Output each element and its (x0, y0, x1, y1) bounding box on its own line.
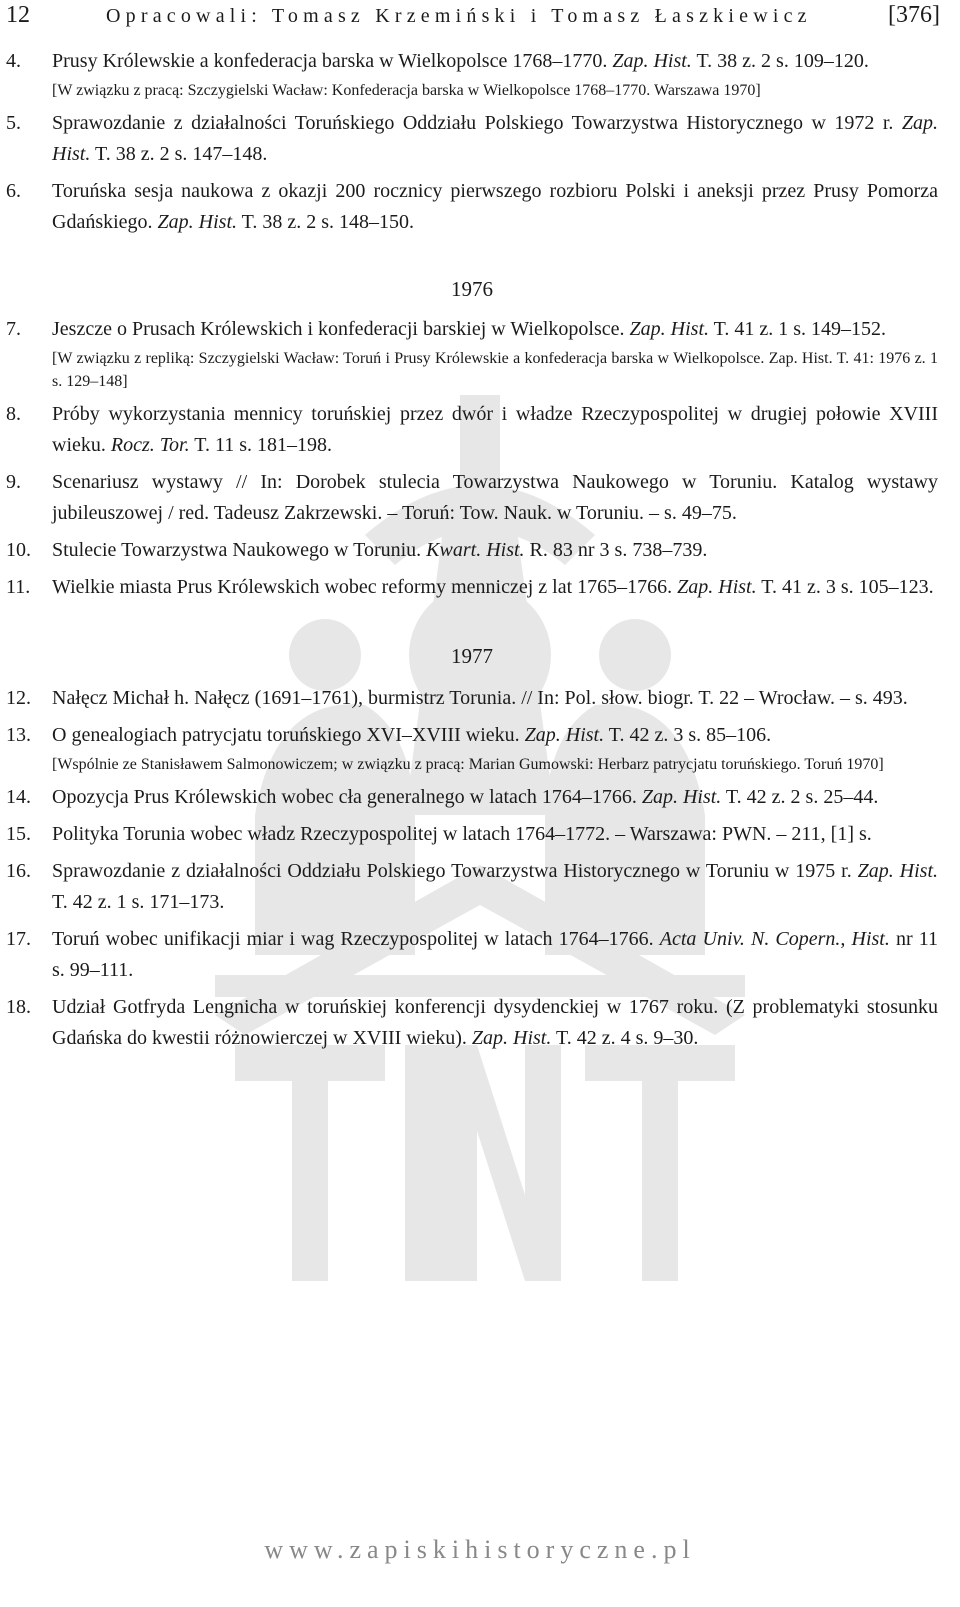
bib-entry (6, 924, 938, 986)
entry-number: 6. (6, 180, 21, 202)
entry-number: 5. (6, 112, 21, 134)
entry-text: Opozycja Prus Królewskich wobec cła generalnego w latach 1764–1766. Zap. Hist. T. 42 z. 2 s. 25–44. (52, 786, 879, 808)
entry-text: Próby wykorzystania mennicy toruńskiej przez dwór i władze Rzeczypospolitej w drugiej połowie XVIII wieku. Rocz. Tor. T. 11 s. 181–198. (52, 403, 938, 456)
entry-note: [Wspólnie ze Stanisławem Salmonowiczem; w związku z pracą: Marian Gumowski: Herbarz patrycjatu toruńskiego. Toruń 1970] (52, 756, 884, 773)
entry-number: 9. (6, 471, 21, 493)
bib-entry (6, 572, 938, 603)
header-authors: Opracowali: Tomasz Krzemiński i Tomasz Łaszkiewicz (106, 5, 812, 27)
entry-text: Wielkie miasta Prus Królewskich wobec reformy menniczej z lat 1765–1766. Zap. Hist. T. 41 z. 3 s. 105–123. (52, 576, 934, 598)
bib-entry (6, 46, 938, 102)
year-heading: 1977 (451, 644, 493, 668)
entry-note: [W związku z pracą: Szczygielski Wacław: Konfederacja barska w Wielkopolsce 1768–1770. Warszawa 1970] (52, 82, 761, 99)
page-number: 12 (6, 2, 30, 28)
entry-text: Sprawozdanie z działalności Oddziału Polskiego Towarzystwa Historycznego w Toruniu w 1975 r. Zap. Hist. T. 42 z. 1 s. 171–173. (52, 860, 939, 913)
bib-entry (6, 399, 938, 461)
running-header (6, 2, 940, 32)
bibliography-list (6, 46, 938, 1054)
bib-entry (6, 535, 938, 566)
bib-entry (6, 782, 938, 813)
bib-entry (6, 819, 938, 850)
entry-number: 14. (6, 786, 31, 808)
entry-number: 7. (6, 318, 21, 340)
entry-number: 8. (6, 403, 21, 425)
entry-text: Prusy Królewskie a konfederacja barska w Wielkopolsce 1768–1770. Zap. Hist. T. 38 z. 2 s. 109–120. (52, 50, 869, 72)
entry-number: 12. (6, 687, 31, 709)
entry-text: Toruń wobec unifikacji miar i wag Rzeczypospolitej w latach 1764–1766. Acta Univ. N. Copern., Hist. nr 11 s. 99–111. (52, 928, 938, 981)
entry-number: 17. (6, 928, 31, 950)
bib-entry (6, 176, 938, 238)
entry-text: O genealogiach patrycjatu toruńskiego XVI–XVIII wieku. Zap. Hist. T. 42 z. 3 s. 85–106. (52, 724, 772, 746)
entry-note: [W związku z repliką: Szczygielski Wacław: Toruń i Prusy Królewskie a konfederacja barska w Wielkopolsce. Zap. Hist. T. 41: 1976 z. 1 s. 129–148] (52, 350, 938, 390)
entry-text: Jeszcze o Prusach Królewskich i konfederacji barskiej w Wielkopolsce. Zap. Hist. T. 41 z. 1 s. 149–152. (52, 318, 887, 340)
bib-entry (6, 856, 938, 918)
issue-number: [376] (888, 2, 940, 28)
year-heading: 1976 (451, 277, 493, 301)
entry-text: Polityka Torunia wobec władz Rzeczypospolitej w latach 1764–1772. – Warszawa: PWN. – 211, [1] s. (52, 823, 872, 845)
entry-text: Scenariusz wystawy // In: Dorobek stulecia Towarzystwa Naukowego w Toruniu. Katalog wystawy jubileuszowej / red. Tadeusz Zakrzewski. – Toruń: Tow. Nauk. w Toruniu. – s. 49–75. (52, 471, 938, 524)
entry-number: 11. (6, 576, 31, 598)
entry-text: Stulecie Towarzystwa Naukowego w Toruniu. Kwart. Hist. R. 83 nr 3 s. 738–739. (52, 539, 708, 561)
entry-number: 10. (6, 539, 31, 561)
entry-number: 13. (6, 724, 31, 746)
bib-entry (6, 467, 938, 529)
entry-number: 18. (6, 996, 31, 1018)
entry-number: 15. (6, 823, 31, 845)
bib-entry (6, 992, 938, 1054)
website-footer[interactable]: www.zapiskihistoryczne.pl (264, 1535, 696, 1564)
entry-text: Sprawozdanie z działalności Toruńskiego Oddziału Polskiego Towarzystwa Historycznego w 1972 r. Zap. Hist. T. 38 z. 2 s. 147–148. (52, 112, 938, 165)
entry-number: 4. (6, 50, 21, 72)
bib-entry (6, 720, 938, 776)
entry-text: Udział Gotfryda Lengnicha w toruńskiej konferencji dysydenckiej w 1767 roku. (Z problematyki stosunku Gdańska do kwestii różnowierczej w XVIII wieku). Zap. Hist. T. 42 z. 4 s. 9–30. (52, 996, 938, 1049)
entry-text: Toruńska sesja naukowa z okazji 200 rocznicy pierwszego rozbioru Polski i aneksji przez Prusy Pomorza Gdańskiego. Zap. Hist. T. 38 z. 2 s. 148–150. (52, 180, 938, 233)
bib-entry (6, 683, 938, 714)
entry-text: Nałęcz Michał h. Nałęcz (1691–1761), burmistrz Torunia. // In: Pol. słow. biogr. T. 22 – Wrocław. – s. 493. (52, 687, 908, 709)
entry-number: 16. (6, 860, 31, 882)
bib-entry (6, 108, 938, 170)
bib-entry (6, 314, 938, 393)
